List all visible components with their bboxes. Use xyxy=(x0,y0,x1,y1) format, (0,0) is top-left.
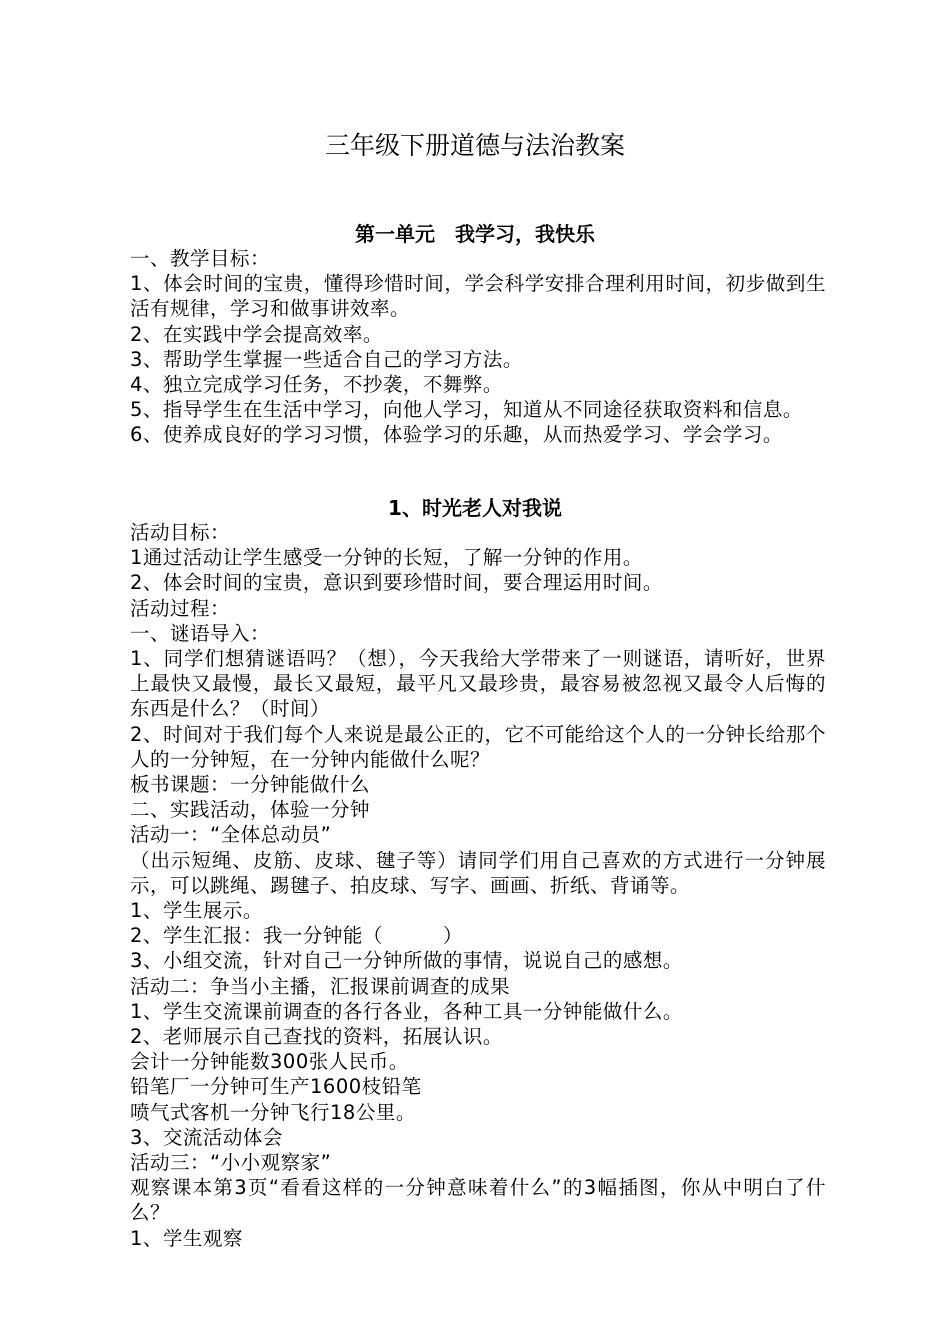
paragraph: 1、学生展示。 xyxy=(130,899,263,923)
paragraph: 会计一分钟能数300张人民币。 xyxy=(130,1050,409,1074)
paragraph: 活动三：“小小观察家” xyxy=(130,1151,332,1175)
paragraph: 板书课题：一分钟能做什么 xyxy=(130,773,371,797)
paragraph: 3、帮助学生掌握一些适合自己的学习方法。 xyxy=(130,347,523,371)
paragraph: 1通过活动让学生感受一分钟的长短，了解一分钟的作用。 xyxy=(130,546,643,570)
paragraph: 二、实践活动，体验一分钟 xyxy=(130,798,371,822)
paragraph: 喷气式客机一分钟飞行18公里。 xyxy=(130,1100,416,1124)
paragraph: 1、学生观察 xyxy=(130,1226,243,1250)
paragraph: （出示短绳、皮筋、皮球、毽子等）请同学们用自己喜欢的方式进行一分钟展示，可以跳绳、踢毽子、拍皮球、写字、画画、折纸、背诵等。 xyxy=(130,848,826,897)
paragraph: 5、指导学生在生活中学习，向他人学习，知道从不同途径获取资料和信息。 xyxy=(130,398,803,422)
paragraph: 4、独立完成学习任务，不抄袭，不舞弊。 xyxy=(130,373,503,397)
paragraph: 活动目标： xyxy=(130,521,231,544)
lesson-heading: 1、时光老人对我说 xyxy=(388,496,562,520)
paragraph: 1、学生交流课前调查的各行各业，各种工具一分钟能做什么。 xyxy=(130,999,683,1023)
paragraph: 观察课本第3页“看看这样的一分钟意味着什么”的3幅插图，你从中明白了什么？ xyxy=(130,1176,826,1225)
paragraph: 铅笔厂一分钟可生产1600枝铅笔 xyxy=(130,1075,422,1099)
paragraph: 2、学生汇报：我一分钟能（ ） xyxy=(130,924,463,948)
paragraph: 3、小组交流，针对自己一分钟所做的事情，说说自己的感想。 xyxy=(130,949,683,973)
document-title: 三年级下册道德与法治教案 xyxy=(324,131,625,160)
paragraph: 6、使养成良好的学习习惯，体验学习的乐趣，从而热爱学习、学会学习。 xyxy=(130,423,783,447)
paragraph: 1、体会时间的宝贵，懂得珍惜时间，学会科学安排合理利用时间，初步做到生活有规律，学习和做事讲效率。 xyxy=(130,272,826,321)
paragraph: 2、体会时间的宝贵，意识到要珍惜时间，要合理运用时间。 xyxy=(130,571,663,595)
paragraph: 一、教学目标： xyxy=(130,247,271,270)
unit-objectives xyxy=(130,246,826,448)
paragraph: 2、老师展示自己查找的资料，拓展认识。 xyxy=(130,1025,503,1049)
lesson-body xyxy=(130,520,826,1251)
paragraph: 2、时间对于我们每个人来说是最公正的，它不可能给这个人的一分钟长给那个人的一分钟短，在一分钟内能做什么呢？ xyxy=(130,722,826,771)
paragraph: 3、交流活动体会 xyxy=(130,1125,283,1149)
paragraph: 活动过程： xyxy=(130,596,231,620)
paragraph: 活动二：争当小主播，汇报课前调查的成果 xyxy=(130,974,511,998)
paragraph: 活动一：“全体总动员” xyxy=(130,823,332,847)
paragraph: 1、同学们想猜谜语吗？（想），今天我给大学带来了一则谜语，请听好，世界上最快又最慢，最长又最短，最平凡又最珍贵，最容易被忽视又最令人后悔的东西是什么？（时间） xyxy=(130,647,826,721)
unit-heading: 第一单元 我学习，我快乐 xyxy=(355,222,595,246)
paragraph: 2、在实践中学会提高效率。 xyxy=(130,322,383,346)
paragraph: 一、谜语导入： xyxy=(130,621,271,645)
